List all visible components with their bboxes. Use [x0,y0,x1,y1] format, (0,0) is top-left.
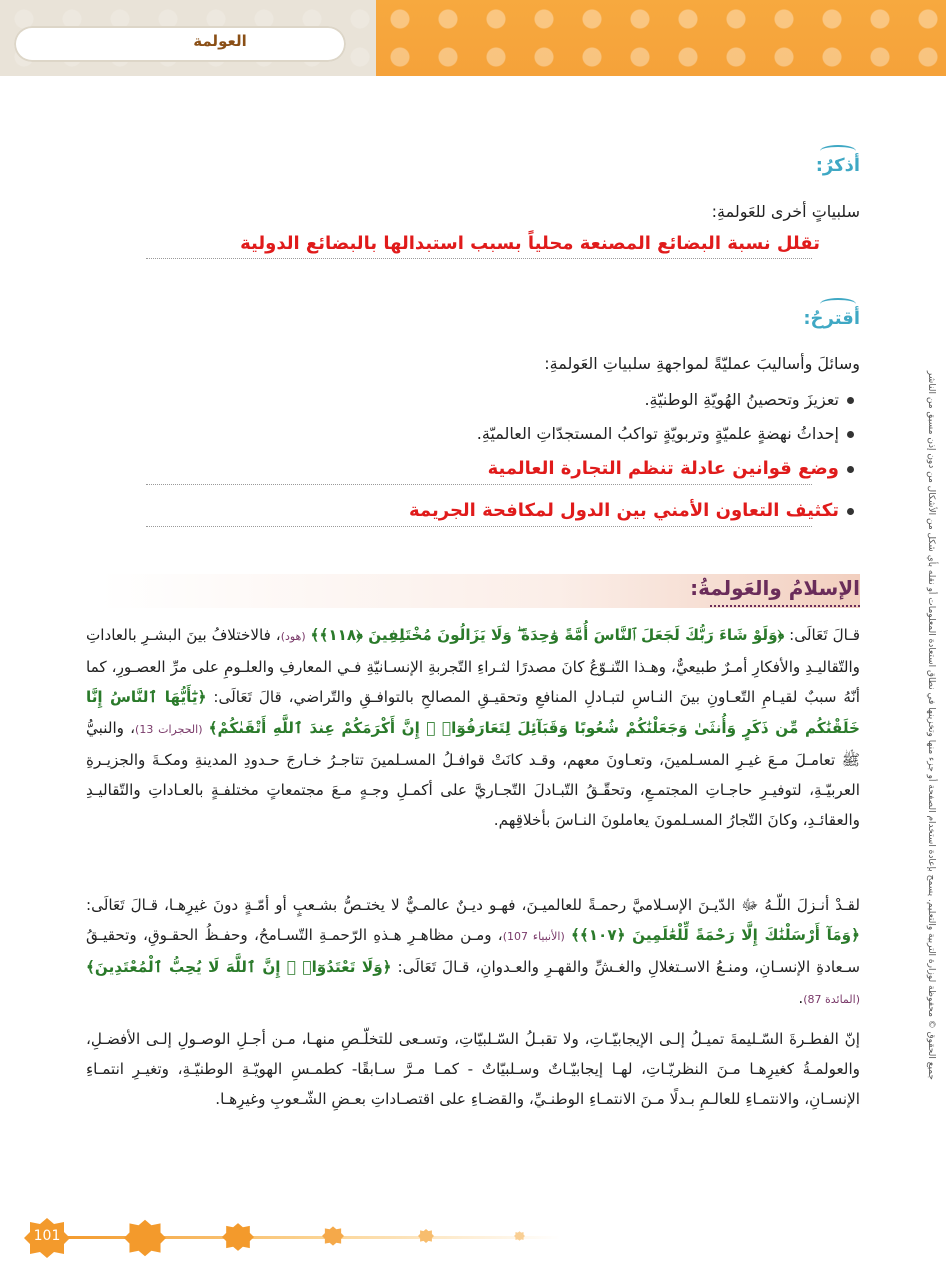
text-run: ، فالاختلافُ بينَ البشـرِ بالعاداتِ والتّقاليـدِ والأفكارِ أمـرٌ طبيعيٌّ، وهـذا التّنـوّعُ كانَ مصدرًا لثـراءِ التّجربةِ الإنسـانيّةِ فـي المعارفِ والعلـومِ على مرِّ العصـورِ، كما أنّهُ سببٌ لقيـامِ التّعـاونِ بينَ النـاسِ لتبـادلِ المنافعِ وتحقيـقِ المصالحِ بالتوافـقِ والتّراضي، قالَ تَعَالَى: [86,626,861,707]
text-run: ، ومـن مظاهـرِ هـذهِ الرّحمـةِ التّسـامحُ، وحفـظُ الحقـوقِ، وتحقيـقُ سـعادةِ الإنسـانِ، ومنـعُ الاسـتغلالِ والغـشِّ والقهـرِ والعـدوانِ، قـالَ تَعَالَى: [86,926,860,977]
suggest-bullet-1 [644,390,854,409]
suggest-prompt: وسائلَ وأساليبَ عمليّةً لمواجهةِ سلبياتِ العَولمةِ: [544,354,860,373]
islam-paragraph-2 [86,890,860,1015]
heading-arc-ornament [820,298,856,310]
answer-dotted-line [146,484,812,485]
heading-arc-ornament [820,145,856,157]
islam-heading-band [100,574,860,608]
star-ornament [514,1231,525,1241]
star-ornament [418,1229,434,1243]
header-tile-pattern [376,0,946,76]
bullet-text: إحداثُ نهضةٍ علميّةٍ وتربويّةٍ تواكبُ المستجدّاتِ العالميّةِ. [476,424,839,443]
remember-heading-text: أذكرُ: [815,155,860,176]
quran-verse: ﴿وَلَوْ شَاءَ رَبُّكَ لَجَعَلَ ٱلنَّاسَ أُمَّةً وَٰحِدَةً ۖ وَلَا يَزَالُونَ مُخْتَلِفِينَ ﴿١١٨﴾﴾ [310,626,785,644]
islam-paragraph-3 [86,1024,860,1115]
text-run: ، والنبيُّ ﷺ تعامـلَ مـعَ غيـرِ المسـلمينَ، وتعـاونَ معهم، وقـد كانَتْ قوافـلُ المسـلمينَ تتاجـرُ خـارجَ حـدودِ المدينةِ ومكـةَ والجزيـرةِ العربيّـةِ، لتوفيـرِ حاجـاتِ المجتمـعِ، وتحقّـقُ التّبـادلَ التّجـاريَّ على أكمـلِ وجـهٍ مـعَ مجتمعاتٍ مختلفـةٍ بالعـاداتِ والتّقاليـدِ والعقائـدِ، وكانَ التّجارُ المسـلمونَ يعاملونَ النـاسَ بأخلاقِهم. [86,718,860,830]
bullet-dot [847,466,854,473]
bullet-dot [847,397,854,404]
islam-heading-underline [710,605,860,607]
suggest-answer-1 [488,458,854,479]
star-ornament [124,1218,166,1258]
answer-dotted-line [146,526,812,527]
quran-verse: ﴿يَٰٓأَيُّهَا ٱلنَّاسُ إِنَّا خَلَقْنَٰكُم مِّن ذَكَرٍ وَأُنثَىٰ وَجَعَلْنَٰكُمْ شُعُوبًا وَقَبَآئِلَ لِتَعَارَفُوٓا۟ ۚ إِنَّ أَكْرَمَكُمْ عِندَ ٱللَّهِ أَتْقَىٰكُمْ﴾ [86,688,860,737]
page-number: 101 [33,1228,61,1244]
answer-text: وضع قوانين عادلة تنظم التجارة العالمية [487,458,839,479]
answer-dotted-line [146,258,812,259]
remember-prompt: سلبياتٍ أخرى للعَولمةِ: [711,202,860,221]
answer-text: تكثيف التعاون الأمني بين الدول لمكافحة الجريمة [409,500,839,521]
verse-reference: (الحجرات 13) [135,722,203,736]
verse-reference: (المائدة 87) [803,992,860,1006]
suggest-bullet-2 [477,424,854,443]
islam-paragraph-1 [86,620,860,835]
star-ornament [222,1222,254,1252]
remember-heading [816,155,860,176]
quran-verse: ﴿وَمَآ أَرْسَلْنَٰكَ إِلَّا رَحْمَةً لِّلْعَٰلَمِينَ ﴿١٠٧﴾﴾ [570,926,861,945]
remember-answer: تقلل نسبة البضائع المصنعة محلياً بسبب استبدالها بالبضائع الدولية [240,233,820,254]
paragraph-text: إنّ الفطـرةَ السّـليمةَ تميـلُ إلـى الإيجابيّـاتِ، ولا تقبـلُ السّـلبيّاتِ، وتسـعى للتخلّـصِ منهـا، مـن أجـلِ الوصـولِ إلـى الأفضـلِ، والعولمـةُ كغيرِهـا مـنَ النظريّـاتِ، لهـا إيجابيّـاتٌ وسـلبيّاتٌ - كمـا مـرَّ سـابقًا- كطمـسِ الهويّـةِ الوطنيّـةِ، وتغيـرِ انتمـاءِ الإنسـانِ، والانتمـاءِ للعالـمِ بـدلًا مـنَ الانتمـاءِ الوطنـيِّ، والقضـاءِ على اقتصـاداتِ بعـضِ الشّـعوبِ وغيرِهـا. [86,1030,860,1109]
bullet-dot [847,431,854,438]
verse-reference: (هود) [280,630,306,643]
suggest-answer-2 [409,500,854,521]
quran-verse: ﴿وَلَا تَعْتَدُوٓا۟ ۚ إِنَّ ٱللَّهَ لَا يُحِبُّ ٱلْمُعْتَدِينَ﴾ [86,958,392,977]
text-run: . [798,988,804,1007]
copyright-side-note: جميع الحقوق © محفوظة لوزارة التربية والتعليم. يسمح بإعادة استخدام الصفحة أو جزء منها وتخزينها في نطاق استعادة المعلومات أو نقله بأي شكل من الأشكال من دون إذن مسبق من الناشر [926,370,936,1080]
chapter-title: العولمة [193,32,247,50]
suggest-heading [803,308,860,329]
verse-reference: (الأنبياء 107) [502,930,565,944]
text-run: لقـدْ أنـزلَ اللّـهُ ﷻ الدّيـنَ الإسـلاميَّ رحمـةً للعالميـنَ، فهـو ديـنٌ عالمـيٌّ لا يختـصُّ بشـعبٍ أو أمّـةٍ دونَ غيرِهـا، قـالَ تَعَالَى: [86,896,860,914]
islam-heading: الإسلامُ والعَولمةُ: [690,576,860,600]
star-ornament [322,1226,344,1246]
text-run: قـالَ تَعَالَى: [784,626,860,644]
bullet-text: تعزيزَ وتحصينُ الهُويّةِ الوطنيّةِ. [644,390,839,409]
bullet-dot [847,508,854,515]
suggest-heading-text: أقترحُ: [803,308,860,329]
